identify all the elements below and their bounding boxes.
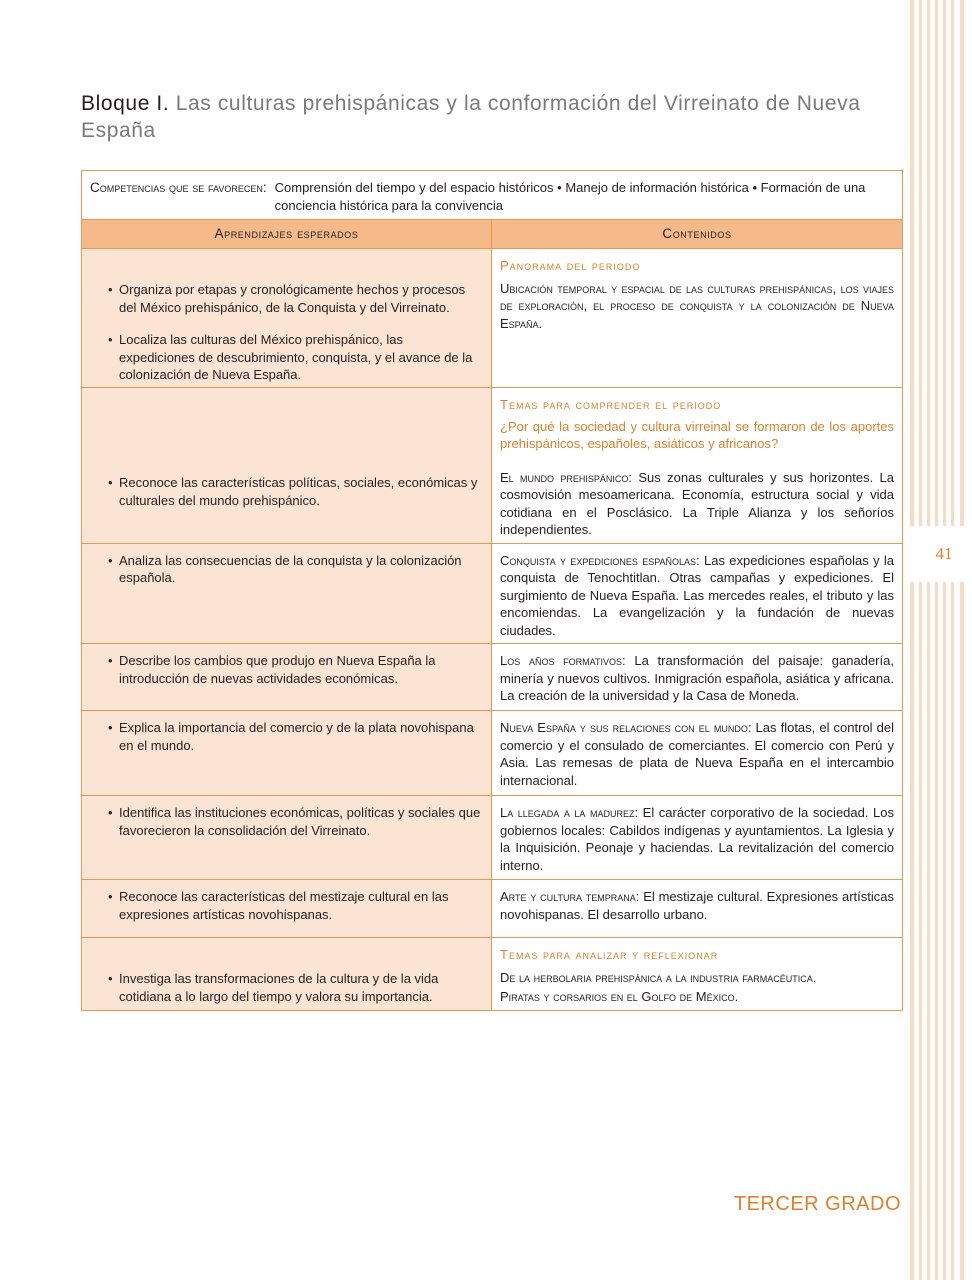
section-title: Panorama del periodo xyxy=(500,258,641,273)
header-contenidos: Contenidos xyxy=(492,220,903,249)
guiding-question: ¿Por qué la sociedad y cultura virreinal se formaron de los aportes prehispánicos, españoles, asiáticos y africanos? xyxy=(500,418,894,451)
learning-outcome: • Organiza por etapas y cronológicamente hechos y procesos del México prehispánico, de la Conquista y del Virreinato. xyxy=(108,281,481,316)
learning-outcome: • Identifica las instituciones económicas, políticas y sociales que favorecieron la consolidación del Virreinato. xyxy=(108,804,481,839)
table-row xyxy=(82,543,903,644)
competencias-row xyxy=(82,171,903,220)
header-row xyxy=(82,220,903,249)
learning-outcome: • Investiga las transformaciones de la cultura y de la vida cotidiana a lo largo del tiempo y valora su importancia. xyxy=(108,970,481,1005)
content-text: Arte y cultura temprana: El mestizaje cultural. Expresiones artísticas novohispanas. El desarrollo urbano. xyxy=(500,889,894,922)
table-row xyxy=(82,938,903,1011)
page-title xyxy=(81,90,861,144)
content-text: Ubicación temporal y espacial de las culturas prehispánicas, los viajes de exploración, el proceso de conquista y la colonización de Nueva España. xyxy=(500,280,894,331)
header-aprendizajes: Aprendizajes esperados xyxy=(82,220,492,249)
block-title: Las culturas prehispánicas y la conformación del Virreinato de Nueva España xyxy=(81,92,861,142)
curriculum-table xyxy=(81,170,903,1011)
learning-outcome: • Reconoce las características del mestizaje cultural en las expresiones artísticas novohispanas. xyxy=(108,888,481,923)
learning-outcome: • Explica la importancia del comercio y de la plata novohispana en el mundo. xyxy=(108,719,481,754)
content-text: Los años formativos: La transformación del paisaje: ganadería, minería y nuevos cultivos. Inmigración española, asiática y africana. La creación de la universidad y la Casa de Moneda. xyxy=(500,653,894,703)
section-title: Temas para analizar y reflexionar xyxy=(500,947,719,962)
content-text: El mundo prehispánico: Sus zonas culturales y sus horizontes. La cosmovisión mesoamericana. Economía, estructura social y vida cotidiana en el Posclásico. La Triple Alianza y los señoríos independientes. xyxy=(500,469,894,537)
content-text: Conquista y expediciones españolas: Las expediciones españolas y la conquista de Tenochtitlan. Otras campañas y expediciones. El surgimiento de Nueva España. Las mercedes reales, el tributo y las encomiendas. La evangelización y la fundación de nuevas ciudades. xyxy=(500,552,894,638)
grade-footer: TERCER GRADO xyxy=(733,1193,901,1215)
table-row xyxy=(82,644,903,711)
competencias-text: Comprensión del tiempo y del espacio históricos • Manejo de información histórica • Formación de una conciencia histórica para la convivencia xyxy=(274,180,866,213)
block-label: Bloque I. xyxy=(81,92,170,115)
learning-outcome: • Reconoce las características políticas, sociales, económicas y culturales del mundo prehispánico. xyxy=(108,474,481,509)
content-line: Piratas y corsarios en el Golfo de México. xyxy=(500,989,739,1004)
table-row xyxy=(82,796,903,880)
competencias-label: Competencias que se favorecen: xyxy=(90,180,267,195)
table-row xyxy=(82,388,903,544)
table-row xyxy=(82,711,903,796)
learning-outcome: • Localiza las culturas del México prehispánico, las expediciones de descubrimiento, conquista, y el avance de la colonización de Nueva España. xyxy=(108,331,481,384)
table-row xyxy=(82,249,903,388)
table-row xyxy=(82,880,903,938)
content-text: La llegada a la madurez: El carácter corporativo de la sociedad. Los gobiernos locales: Cabildos indígenas y ayuntamientos. La Iglesia y la Inquisición. Peonaje y haciendas. La revitalización del comercio interno. xyxy=(500,805,894,873)
section-title: Temas para comprender el periodo xyxy=(500,397,722,412)
learning-outcome: • Describe los cambios que produjo en Nueva España la introducción de nuevas actividades económicas. xyxy=(108,652,481,687)
page-number: 41 xyxy=(935,544,953,563)
decorative-stripes xyxy=(910,0,972,1280)
learning-outcome: • Analiza las consecuencias de la conquista y la colonización española. xyxy=(108,552,481,587)
content-line: De la herbolaria prehispánica a la industria farmacéutica. xyxy=(500,969,817,985)
content-text: Nueva España y sus relaciones con el mundo: Las flotas, el control del comercio y el consulado de comerciantes. El comercio con Perú y Asia. Las remesas de plata de Nueva España en el intercambio internacional. xyxy=(500,720,894,788)
page-number-tab xyxy=(910,526,972,582)
